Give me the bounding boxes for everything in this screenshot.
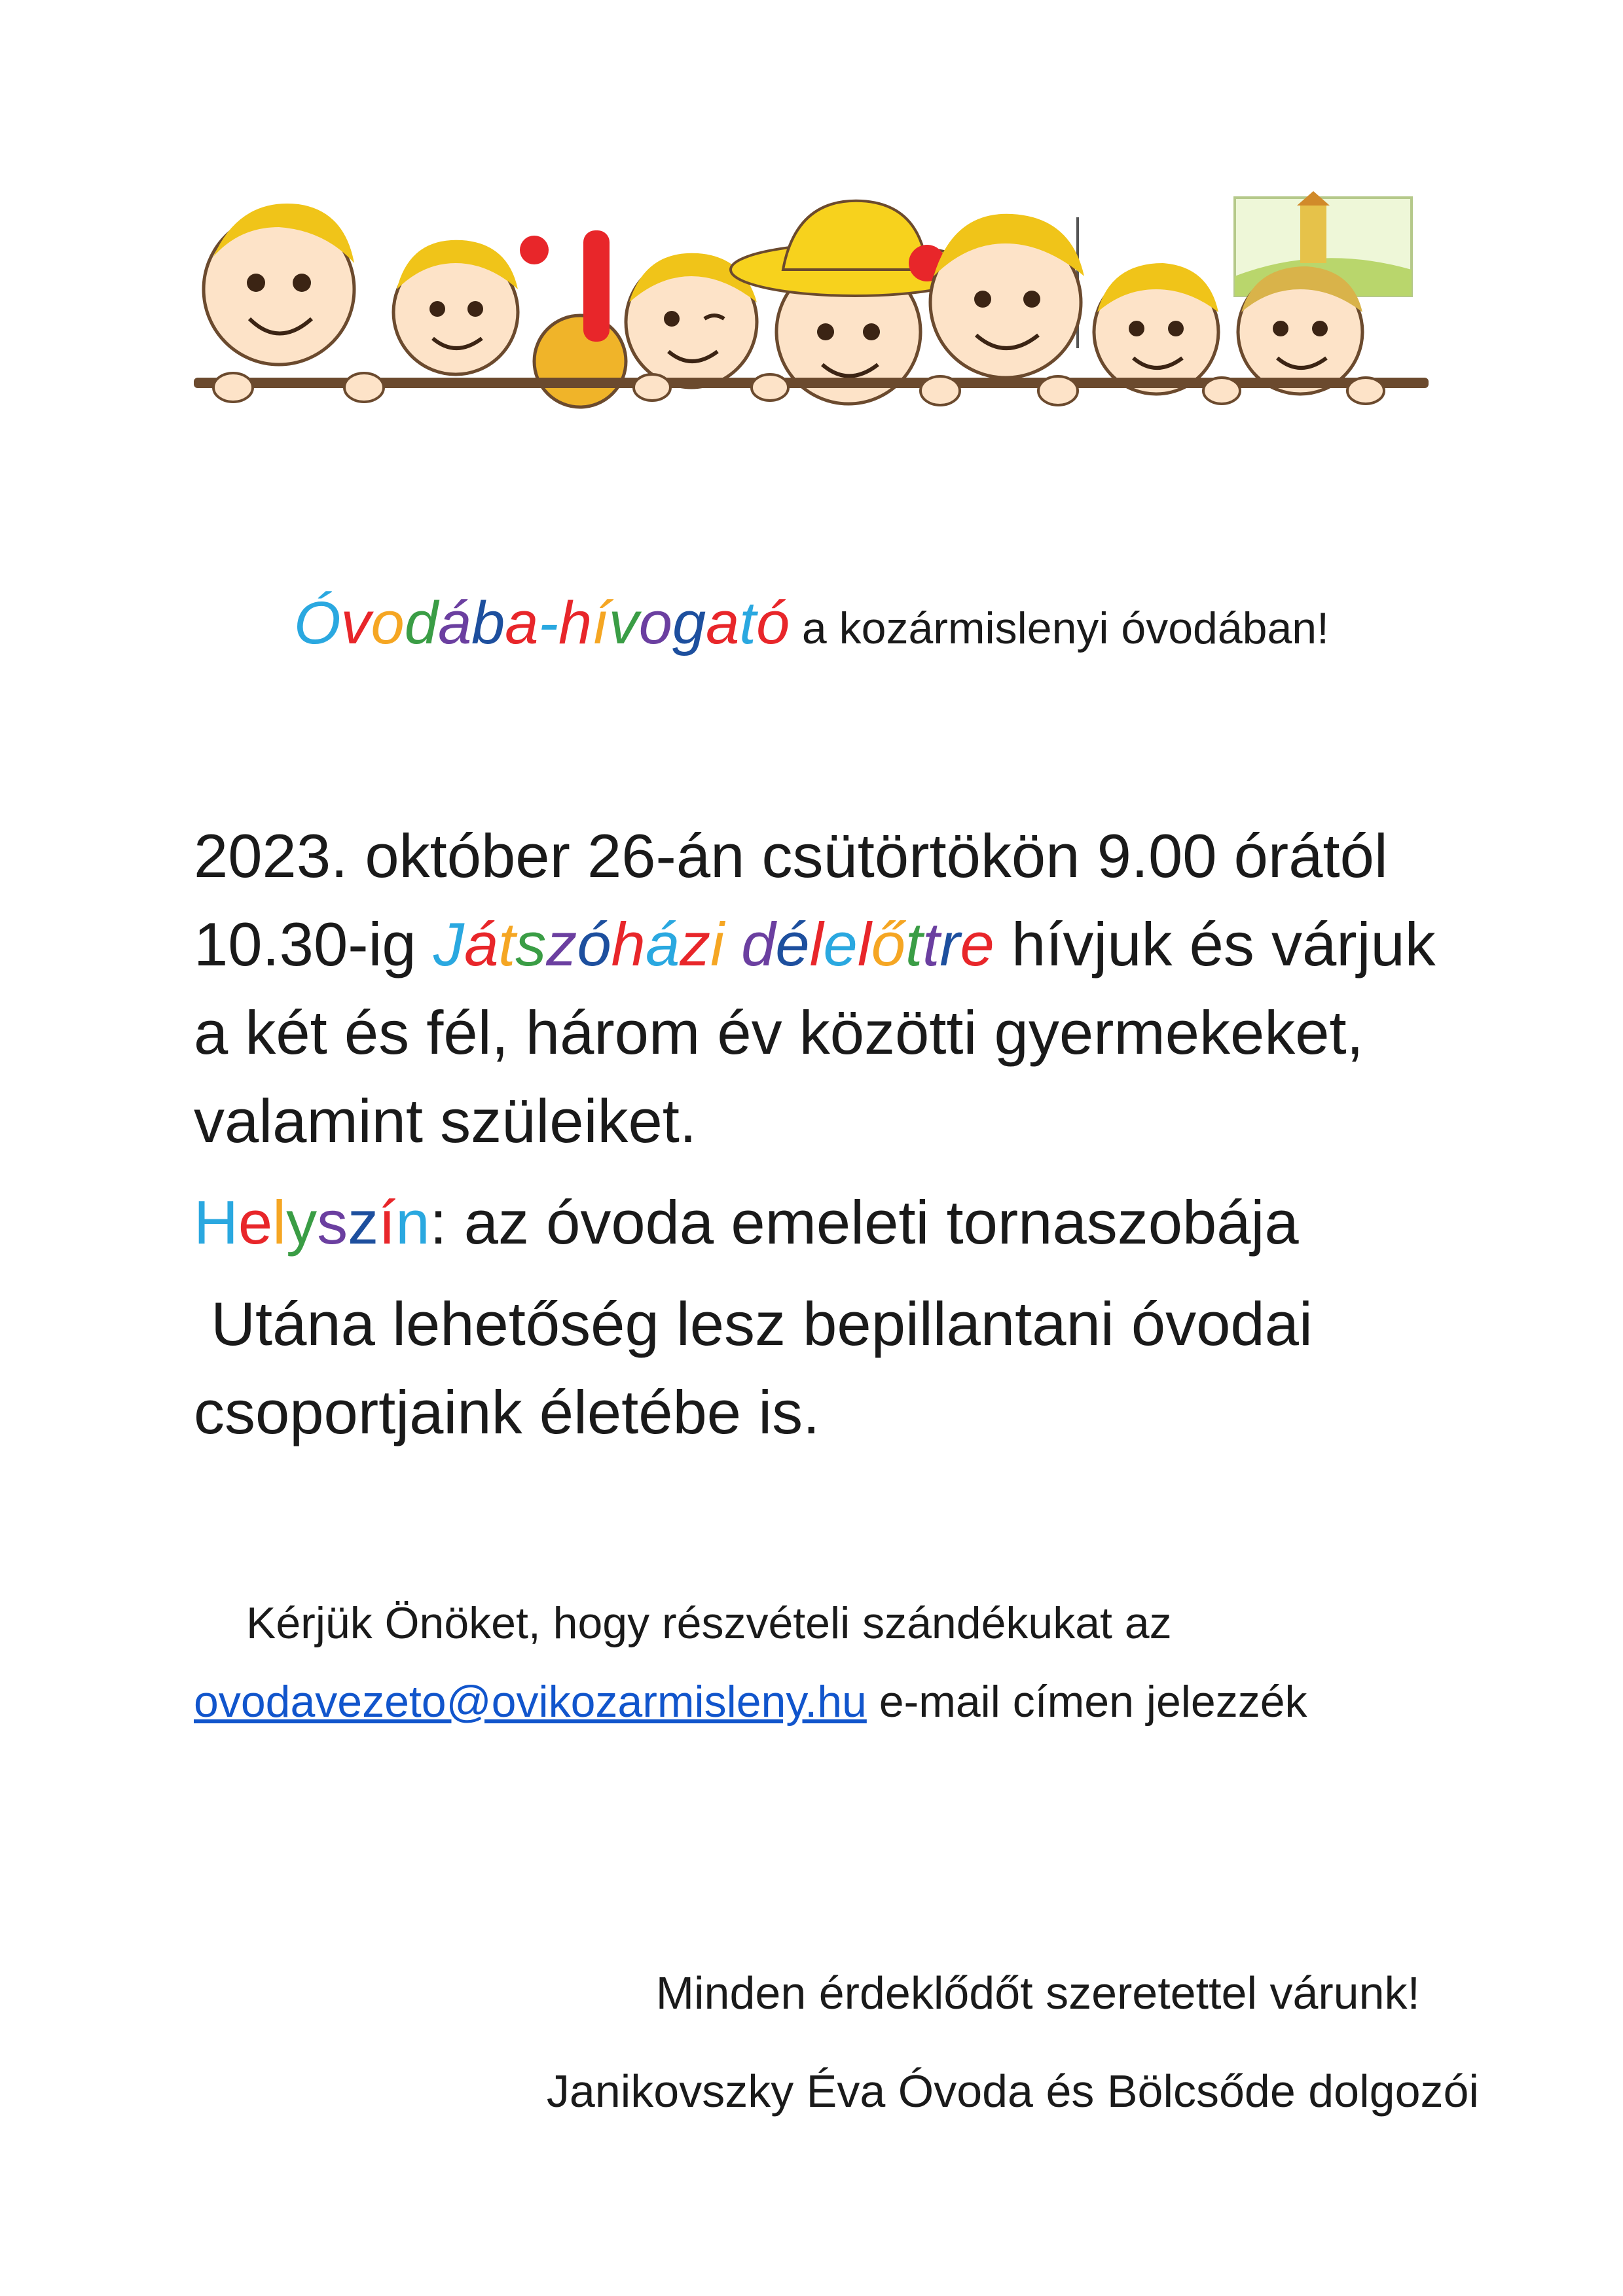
event-name-letter: á — [645, 910, 680, 978]
child-face-6 — [1238, 266, 1362, 394]
rsvp-note — [194, 1584, 1503, 1741]
event-name-letter: ő — [871, 910, 905, 978]
event-name-letter: t — [498, 910, 516, 978]
signature: Janikovszky Éva Óvoda és Bölcsőde dolgozói — [546, 2066, 1479, 2117]
event-name-letter: z — [680, 910, 711, 978]
event-name-letter: l — [857, 910, 871, 978]
location-label-letter: s — [317, 1188, 348, 1257]
event-audience-line: a két és fél, három év közötti gyermekeket, — [194, 998, 1364, 1067]
after-text-line-1: Utána lehetőség lesz bepillantani óvodai — [194, 1289, 1313, 1358]
event-name-letter: z — [546, 910, 577, 978]
location-label-letter: í — [378, 1188, 396, 1257]
location-label-letter: z — [348, 1188, 379, 1257]
rsvp-line-2-suffix: e-mail címen jelezzék — [866, 1677, 1307, 1727]
invitation-title — [0, 589, 1623, 658]
title-letter: b — [471, 590, 505, 656]
location-label-letter: H — [194, 1188, 238, 1257]
title-letter: h — [558, 590, 593, 656]
location-text: : az óvoda emeleti tornaszobája — [429, 1188, 1299, 1257]
event-name-letter: t — [905, 910, 923, 978]
location-label-letter: n — [395, 1188, 430, 1257]
child-face-4 — [930, 214, 1084, 378]
title-rest-text: a kozármislenyi óvodában! — [790, 603, 1330, 653]
title-letter: í — [592, 590, 609, 656]
event-name-letter: d — [741, 910, 776, 978]
event-name-letter: t — [922, 910, 940, 978]
title-letter: á — [437, 590, 472, 656]
title-letter: o — [371, 590, 405, 656]
title-letter: a — [706, 590, 740, 656]
title-letter: - — [538, 590, 559, 656]
event-location-line — [194, 1178, 1470, 1266]
email-link[interactable]: ovodavezeto@ovikozarmisleny.hu — [194, 1677, 867, 1727]
event-name-letter: á — [464, 910, 499, 978]
event-name-letter: s — [515, 910, 547, 978]
event-name-letter: i — [710, 910, 724, 978]
event-name-letter: ó — [577, 910, 611, 978]
event-details — [194, 812, 1470, 1456]
location-label-rainbow — [194, 1188, 429, 1257]
location-label-letter: y — [286, 1188, 318, 1257]
title-letter: a — [505, 590, 539, 656]
child-face-5 — [1094, 263, 1218, 394]
title-letter: g — [672, 590, 706, 656]
event-name-letter: e — [823, 910, 858, 978]
event-name-letter: J — [433, 910, 464, 978]
children-banner-illustration — [194, 191, 1429, 427]
event-time-line — [194, 900, 1470, 988]
title-letter: t — [739, 590, 756, 656]
after-text-line-2: csoportjaink életébe is. — [194, 1378, 820, 1446]
event-name-letter: e — [960, 910, 994, 978]
title-letter: Ó — [293, 590, 341, 656]
event-name-letter: l — [809, 910, 824, 978]
location-label-letter: l — [272, 1188, 287, 1257]
closing-block — [546, 1944, 1479, 2140]
event-parents-line: valamint szüleiket. — [194, 1086, 697, 1155]
title-letter: d — [404, 590, 438, 656]
location-label-letter: e — [238, 1188, 273, 1257]
title-letter: v — [608, 590, 639, 656]
title-letter: v — [340, 590, 371, 656]
event-date-line: 2023. október 26-án csütörtökön 9.00 órától — [194, 821, 1388, 890]
rsvp-line-1: Kérjük Önöket, hogy részvételi szándékukat az — [246, 1598, 1172, 1648]
child-face-2 — [393, 236, 549, 374]
title-letter: ó — [756, 590, 790, 656]
closing-welcome: Minden érdeklődőt szeretettel várunk! — [655, 1967, 1420, 2018]
event-name-letter: é — [775, 910, 810, 978]
title-letter: o — [638, 590, 672, 656]
child-face-1 — [204, 204, 354, 365]
event-name-rainbow — [433, 910, 994, 978]
event-invite-text: hívjuk és várjuk — [994, 910, 1436, 978]
event-name-letter: r — [939, 910, 960, 978]
event-name-letter — [724, 910, 741, 978]
rsvp-line-2 — [194, 1662, 1503, 1741]
event-name-letter: h — [611, 910, 646, 978]
event-time-prefix: 10.30-ig — [194, 910, 433, 978]
title-rainbow-word — [294, 590, 790, 656]
